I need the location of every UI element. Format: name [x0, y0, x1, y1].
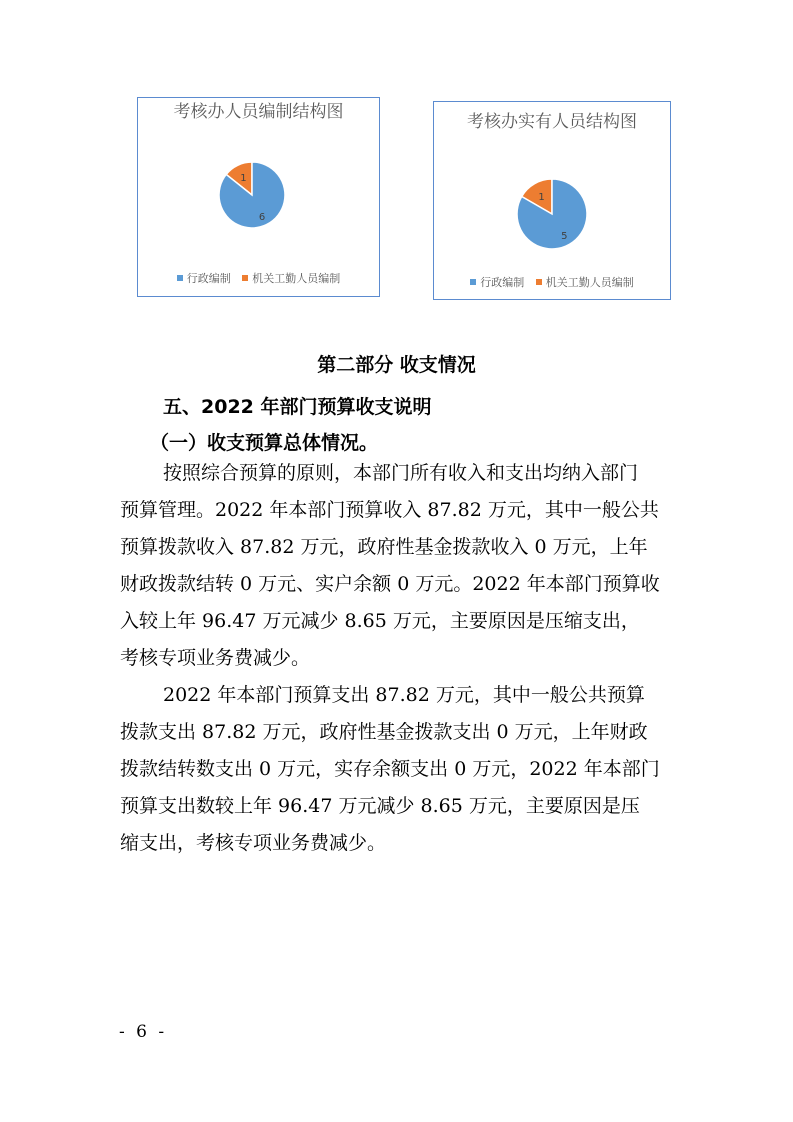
legend-swatch	[470, 279, 476, 285]
pie-chart-svg	[434, 102, 672, 301]
legend-swatch	[177, 275, 183, 281]
paragraph-line: 按照综合预算的原则，本部门所有收入和支出均纳入部门	[163, 462, 639, 484]
pie-data-label: 1	[538, 191, 545, 203]
legend-label: 机关工勤人员编制	[252, 272, 341, 285]
legend-item	[536, 274, 634, 290]
pie-chart-svg	[138, 98, 381, 298]
paragraph-line: 缩支出，考核专项业务费减少。	[120, 832, 387, 854]
legend-label: 行政编制	[186, 272, 231, 285]
actual-staff-structure-chart	[433, 101, 671, 300]
legend-swatch	[242, 275, 248, 281]
page-number: - 6 -	[119, 1022, 168, 1042]
part-title: 第二部分 收支情况	[317, 354, 476, 376]
pie-data-label: 1	[240, 173, 247, 185]
legend-item	[177, 270, 231, 286]
pie-data-label: 6	[258, 211, 266, 223]
paragraph-income	[120, 455, 680, 677]
subsection-heading: （一）收支预算总体情况。	[150, 432, 379, 454]
paragraph-line: 预算支出数较上年 96.47 万元减少 8.65 万元，主要原因是压	[120, 795, 640, 817]
paragraph-line: 拨款结转数支出 0 万元，实存余额支出 0 万元，2022 年本部门	[120, 758, 660, 780]
paragraph-line: 预算拨款收入 87.82 万元，政府性基金拨款收入 0 万元，上年	[120, 536, 648, 558]
paragraph-line: 考核专项业务费减少。	[120, 647, 311, 669]
staffing-structure-chart	[137, 97, 380, 297]
section-heading: 五、2022 年部门预算收支说明	[163, 396, 432, 418]
paragraph-line: 预算管理。2022 年本部门预算收入 87.82 万元，其中一般公共	[120, 499, 659, 521]
paragraph-line: 拨款支出 87.82 万元，政府性基金拨款支出 0 万元，上年财政	[120, 721, 648, 743]
chart-legend	[138, 270, 379, 286]
paragraph-line: 2022 年本部门预算支出 87.82 万元，其中一般公共预算	[163, 684, 645, 706]
legend-item	[242, 270, 340, 286]
paragraph-line: 财政拨款结转 0 万元、实户余额 0 万元。2022 年本部门预算收	[120, 573, 660, 595]
chart-legend	[434, 274, 670, 290]
pie-data-label: 5	[561, 231, 568, 243]
legend-label: 行政编制	[480, 276, 525, 289]
legend-swatch	[536, 279, 542, 285]
legend-label: 机关工勤人员编制	[545, 276, 634, 289]
legend-item	[470, 274, 524, 290]
chart-title: 考核办实有人员结构图	[467, 112, 637, 132]
paragraph-line: 入较上年 96.47 万元减少 8.65 万元，主要原因是压缩支出，	[120, 610, 640, 632]
paragraph-expenditure	[120, 677, 680, 862]
chart-title: 考核办人员编制结构图	[173, 102, 344, 122]
